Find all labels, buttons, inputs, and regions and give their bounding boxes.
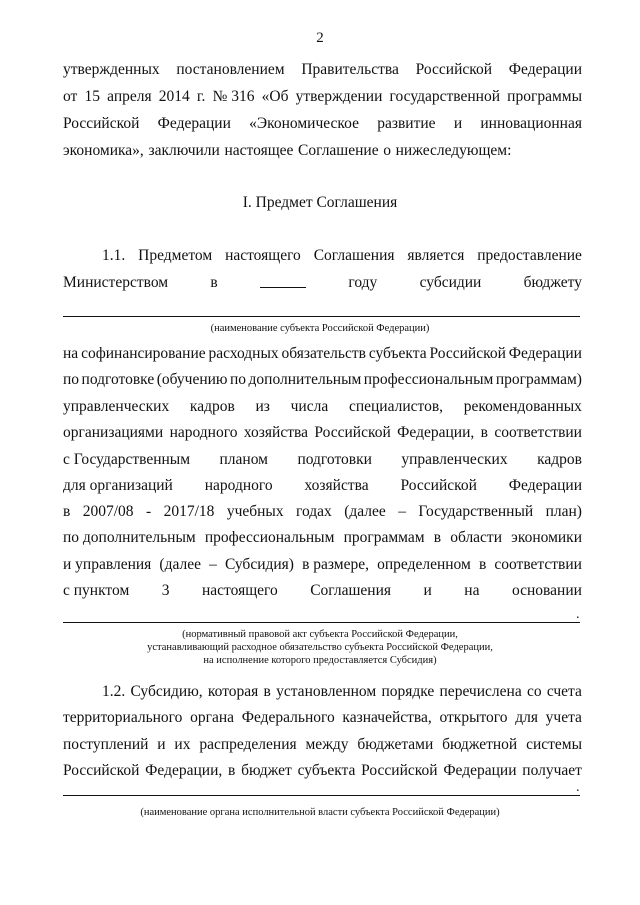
- word: территориального: [63, 709, 183, 726]
- word: Российской: [361, 762, 438, 779]
- word: Российской: [314, 424, 391, 441]
- word: основании: [511, 582, 582, 599]
- word: казначейства,: [342, 709, 432, 726]
- word: организациями: [63, 424, 164, 441]
- p11-body-line-8: [63, 528, 582, 548]
- word: утверждении: [295, 88, 383, 105]
- word: открытого: [439, 709, 508, 726]
- word: 15: [84, 88, 100, 105]
- word: Федерации,: [145, 762, 223, 779]
- p11-line-1: [102, 246, 582, 266]
- word: субъекта: [368, 345, 427, 362]
- word: счета: [546, 683, 582, 700]
- word: является: [407, 247, 465, 264]
- word: инновационная: [480, 115, 582, 132]
- word: обязательств: [281, 345, 366, 362]
- word: заключили: [148, 142, 220, 159]
- note-legal-act-line-2: устанавливающий расходное обязательство субъекта Российской Федерации,: [147, 642, 493, 653]
- word: подготовке: [81, 371, 155, 388]
- word: планом: [219, 451, 268, 468]
- word: которая: [207, 683, 259, 700]
- word: кадров: [189, 398, 235, 415]
- word: программам): [495, 371, 582, 388]
- word: Федерации: [508, 477, 582, 494]
- word: Министерством: [63, 274, 169, 291]
- word: с пунктом: [63, 582, 130, 599]
- word: и: [453, 115, 463, 132]
- word: в размере,: [302, 556, 369, 573]
- word: о: [383, 142, 391, 159]
- word: с Государственным: [63, 451, 191, 468]
- year-blank: [260, 273, 306, 288]
- word: –: [209, 556, 217, 573]
- word: 1.2.: [102, 683, 126, 700]
- word: по: [63, 371, 80, 388]
- word: в: [63, 503, 71, 520]
- intro-line-3: [63, 114, 582, 134]
- word: распределения: [199, 736, 297, 753]
- word: управленческих: [401, 451, 508, 468]
- word: от: [63, 88, 78, 105]
- word: Предметом: [138, 247, 213, 264]
- word: со: [526, 683, 542, 700]
- word: –: [398, 503, 406, 520]
- section-title: I. Предмет Соглашения: [242, 194, 398, 211]
- word: для организаций: [63, 477, 173, 494]
- p12-line-4: [63, 761, 582, 781]
- word: в: [433, 529, 442, 546]
- p11-body-line-5: [63, 450, 582, 470]
- word: программы: [507, 88, 582, 105]
- page-number: 2: [316, 30, 324, 46]
- line-end-dot: .: [576, 607, 580, 622]
- word: субъекта: [297, 762, 356, 779]
- word: годах: [296, 503, 332, 520]
- p11-line-2: [63, 273, 582, 293]
- word: (далее: [344, 503, 386, 520]
- word: 1.1.: [102, 247, 126, 264]
- word: настоящего: [225, 247, 301, 264]
- word: № 316: [212, 88, 255, 105]
- word: Федерации,: [397, 424, 475, 441]
- word: соответствии: [494, 556, 582, 573]
- word: и: [157, 736, 166, 753]
- intro-line-1: [63, 60, 582, 80]
- p12-line-3: [63, 735, 582, 755]
- word: и: [423, 582, 432, 599]
- word: 2017/18: [163, 503, 215, 520]
- blank-line-authority: [63, 795, 580, 796]
- p12-line-1: [102, 682, 582, 702]
- word: хозяйства: [304, 477, 369, 494]
- word: в: [210, 274, 218, 291]
- word: по: [229, 371, 247, 388]
- blank-line-legal-act: [63, 622, 580, 623]
- word: 2007/08: [82, 503, 134, 520]
- word: между: [305, 736, 349, 753]
- blank-line-subject: [63, 316, 580, 317]
- word: профессиональным: [204, 529, 335, 546]
- word: рекомендованных: [463, 398, 582, 415]
- word: г.: [196, 88, 206, 105]
- word: бюджетной: [442, 736, 518, 753]
- word: соответствии: [494, 424, 582, 441]
- p11-body-line-2: [63, 370, 582, 390]
- word: области: [450, 529, 503, 546]
- word: из: [255, 398, 270, 415]
- word: установленном: [276, 683, 377, 700]
- word: Федерации: [508, 345, 582, 362]
- word: Федерального: [241, 709, 335, 726]
- word: в: [263, 683, 271, 700]
- note-legal-act: [0, 628, 640, 667]
- word: государственной: [389, 88, 501, 105]
- p11-body-line-6: [63, 476, 582, 496]
- word: постановлением: [176, 61, 285, 78]
- word: настоящего: [201, 582, 278, 599]
- word: (обучению: [156, 371, 228, 388]
- word: бюджетами: [357, 736, 434, 753]
- word: план): [545, 503, 582, 520]
- word: порядке: [381, 683, 435, 700]
- word: по дополнительным: [63, 529, 196, 546]
- word: управленческих: [63, 398, 170, 415]
- word: «Об: [261, 88, 289, 105]
- p11-body-line-3: [63, 397, 582, 417]
- word: настоящее: [224, 142, 294, 159]
- word: году: [348, 274, 378, 291]
- word: экономика»,: [63, 142, 144, 159]
- note-subject-name: (наименование субъекта Российской Федерации): [210, 323, 430, 334]
- word: народного: [204, 477, 273, 494]
- word: поступлений: [63, 736, 149, 753]
- word: утвержденных: [63, 61, 160, 78]
- word: бюджет: [241, 762, 292, 779]
- p11-body-line-9: [63, 555, 582, 575]
- word: органа: [190, 709, 235, 726]
- word: нижеследующем:: [395, 142, 512, 159]
- word: Субсидию,: [130, 683, 203, 700]
- p11-body-line-4: [63, 423, 582, 443]
- word: профессиональным: [363, 371, 494, 388]
- word: Соглашения: [313, 247, 395, 264]
- word: Федерации: [157, 115, 231, 132]
- p11-body-line-7: [63, 502, 582, 522]
- word: Федерации: [443, 762, 517, 779]
- word: кадров: [537, 451, 582, 468]
- word: (далее: [159, 556, 201, 573]
- note-legal-act-line-3: на исполнение которого предоставляется Субсидия): [203, 655, 437, 666]
- p12-line-2: [63, 708, 582, 728]
- word: Соглашение: [298, 142, 379, 159]
- word: определенном: [377, 556, 471, 573]
- word: Российской: [415, 61, 493, 78]
- word: экономики: [511, 529, 582, 546]
- word: на: [464, 582, 480, 599]
- word: учета: [545, 709, 582, 726]
- word: предоставление: [477, 247, 582, 264]
- word: Соглашения: [310, 582, 392, 599]
- line-end-dot-2: .: [576, 780, 580, 795]
- word: -: [145, 503, 152, 520]
- word: расходных: [208, 345, 279, 362]
- word: 2014: [158, 88, 190, 105]
- word: субсидии: [419, 274, 482, 291]
- word: системы: [526, 736, 582, 753]
- p11-body-line-10: [63, 581, 582, 601]
- word: софинансирование: [81, 345, 206, 362]
- word: подготовки: [297, 451, 372, 468]
- word: Государственный: [418, 503, 534, 520]
- word: Российской: [400, 477, 477, 494]
- word: на: [63, 345, 79, 362]
- word: Субсидия): [224, 556, 294, 573]
- word: Российской: [63, 762, 140, 779]
- word: в: [478, 556, 487, 573]
- intro-line-4: [63, 141, 582, 161]
- word: получает: [522, 762, 582, 779]
- word: Российской: [63, 115, 140, 132]
- word: и управления: [63, 556, 152, 573]
- note-authority-name: (наименование органа исполнительной власти субъекта Российской Федерации): [140, 807, 500, 818]
- word: в: [228, 762, 236, 779]
- word: Правительства: [301, 61, 399, 78]
- word: Российской: [429, 345, 506, 362]
- word: народного: [169, 424, 238, 441]
- word: дополнительным: [248, 371, 362, 388]
- p11-body-line-1: [63, 344, 582, 364]
- word: бюджету: [523, 274, 582, 291]
- word: программам: [343, 529, 425, 546]
- word: «Экономическое: [249, 115, 359, 132]
- word: в: [480, 424, 488, 441]
- word: апреля: [107, 88, 152, 105]
- note-legal-act-line-1: (нормативный правовой акт субъекта Российской Федерации,: [182, 629, 458, 640]
- word: Федерации: [508, 61, 582, 78]
- word: 3: [161, 582, 170, 599]
- word: числа: [290, 398, 329, 415]
- word: учебных: [226, 503, 284, 520]
- word: перечислена: [439, 683, 522, 700]
- word: специалистов,: [348, 398, 444, 415]
- intro-line-2: [63, 87, 582, 107]
- word: хозяйства: [243, 424, 308, 441]
- word: их: [174, 736, 191, 753]
- word: для: [515, 709, 538, 726]
- word: развитие: [377, 115, 436, 132]
